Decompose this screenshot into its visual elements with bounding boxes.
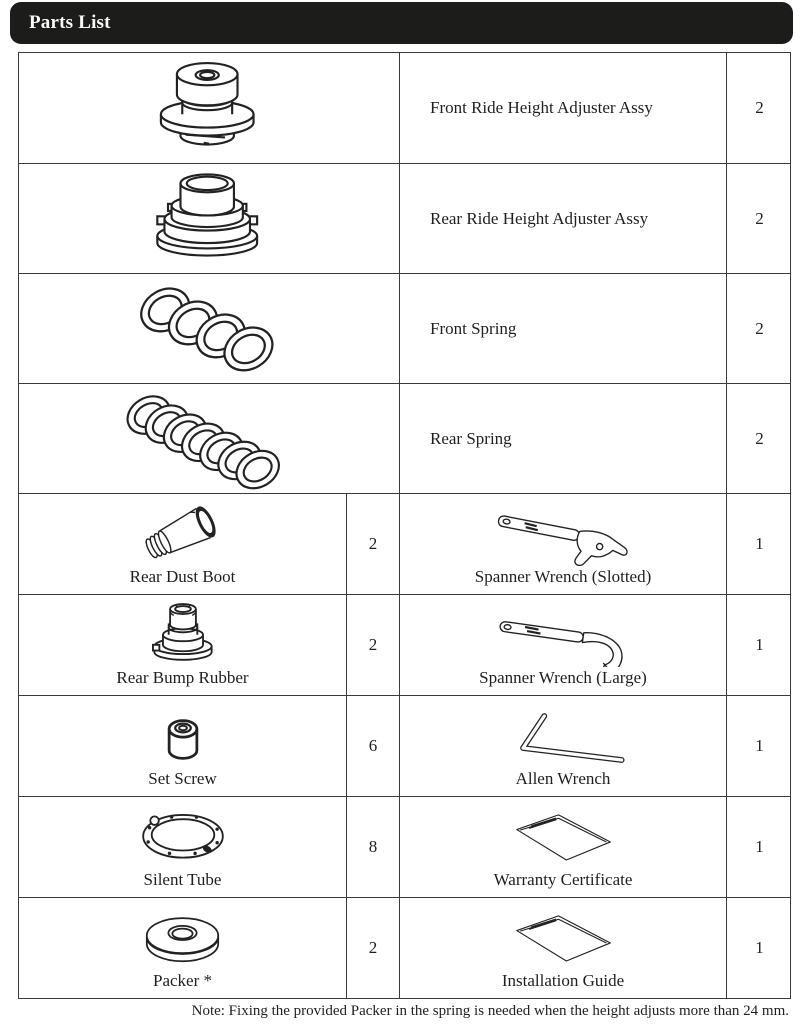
part-name: Front Spring	[399, 274, 726, 383]
part-label: Installation Guide	[501, 971, 625, 991]
rear-ride-height-adjuster-image	[129, 170, 289, 268]
part-image-cell	[19, 494, 346, 594]
part-qty: 2	[346, 595, 399, 695]
part-name: Front Ride Height Adjuster Assy	[399, 53, 726, 163]
part-image-cell	[399, 797, 726, 897]
silent-tube-image	[108, 805, 258, 869]
parts-table	[18, 52, 791, 999]
table-row	[19, 796, 790, 897]
table-row	[19, 163, 790, 273]
part-image-cell	[399, 595, 726, 695]
part-image-cell	[19, 53, 399, 163]
part-image-cell	[399, 494, 726, 594]
part-qty: 1	[726, 595, 792, 695]
warranty-certificate-image	[468, 807, 658, 869]
table-row	[19, 383, 790, 493]
part-name: Rear Spring	[399, 384, 726, 493]
part-qty: 8	[346, 797, 399, 897]
table-row	[19, 695, 790, 796]
part-image-cell	[19, 274, 399, 383]
part-image-cell	[399, 696, 726, 796]
part-qty: 2	[346, 898, 399, 998]
part-label: Allen Wrench	[515, 769, 611, 789]
part-image-cell	[19, 898, 346, 998]
part-image-cell	[19, 164, 399, 273]
part-label: Spanner Wrench (Large)	[479, 668, 647, 688]
part-qty: 2	[726, 384, 792, 493]
part-qty: 1	[726, 797, 792, 897]
allen-wrench-image	[468, 708, 658, 768]
footnote: Note: Fixing the provided Packer in the spring is needed when the height adjusts more than 24 mm.	[191, 1003, 789, 1019]
part-label: Warranty Certificate	[493, 870, 633, 890]
part-label: Set Screw	[148, 769, 217, 789]
front-spring-image	[119, 277, 299, 381]
part-qty: 2	[726, 164, 792, 273]
table-row	[19, 493, 790, 594]
part-label: Silent Tube	[143, 870, 222, 890]
packer-image	[110, 906, 255, 970]
spanner-wrench-slotted-image	[456, 504, 671, 566]
part-qty: 1	[726, 696, 792, 796]
part-qty: 2	[346, 494, 399, 594]
part-qty: 6	[346, 696, 399, 796]
part-label: Spanner Wrench (Slotted)	[474, 567, 652, 587]
section-header-bar	[10, 2, 793, 44]
rear-spring-image	[114, 387, 304, 491]
front-ride-height-adjuster-image	[129, 59, 289, 157]
spanner-wrench-large-image	[456, 605, 671, 667]
installation-guide-image	[468, 908, 658, 970]
part-image-cell	[19, 797, 346, 897]
table-row	[19, 273, 790, 383]
set-screw-image	[157, 714, 209, 768]
part-label: Rear Dust Boot	[129, 567, 236, 587]
page-title: Parts List	[29, 12, 111, 33]
rear-dust-boot-image	[103, 500, 263, 566]
part-qty: 2	[726, 274, 792, 383]
part-qty: 2	[726, 53, 792, 163]
rear-bump-rubber-image	[123, 599, 243, 667]
table-row	[19, 897, 790, 998]
part-label: Rear Bump Rubber	[116, 668, 249, 688]
part-image-cell	[19, 595, 346, 695]
part-label: Packer *	[152, 971, 212, 991]
part-image-cell	[19, 696, 346, 796]
part-qty: 1	[726, 494, 792, 594]
part-name: Rear Ride Height Adjuster Assy	[399, 164, 726, 273]
part-image-cell	[19, 384, 399, 493]
part-image-cell	[399, 898, 726, 998]
table-row	[19, 53, 790, 163]
part-qty: 1	[726, 898, 792, 998]
table-row	[19, 594, 790, 695]
